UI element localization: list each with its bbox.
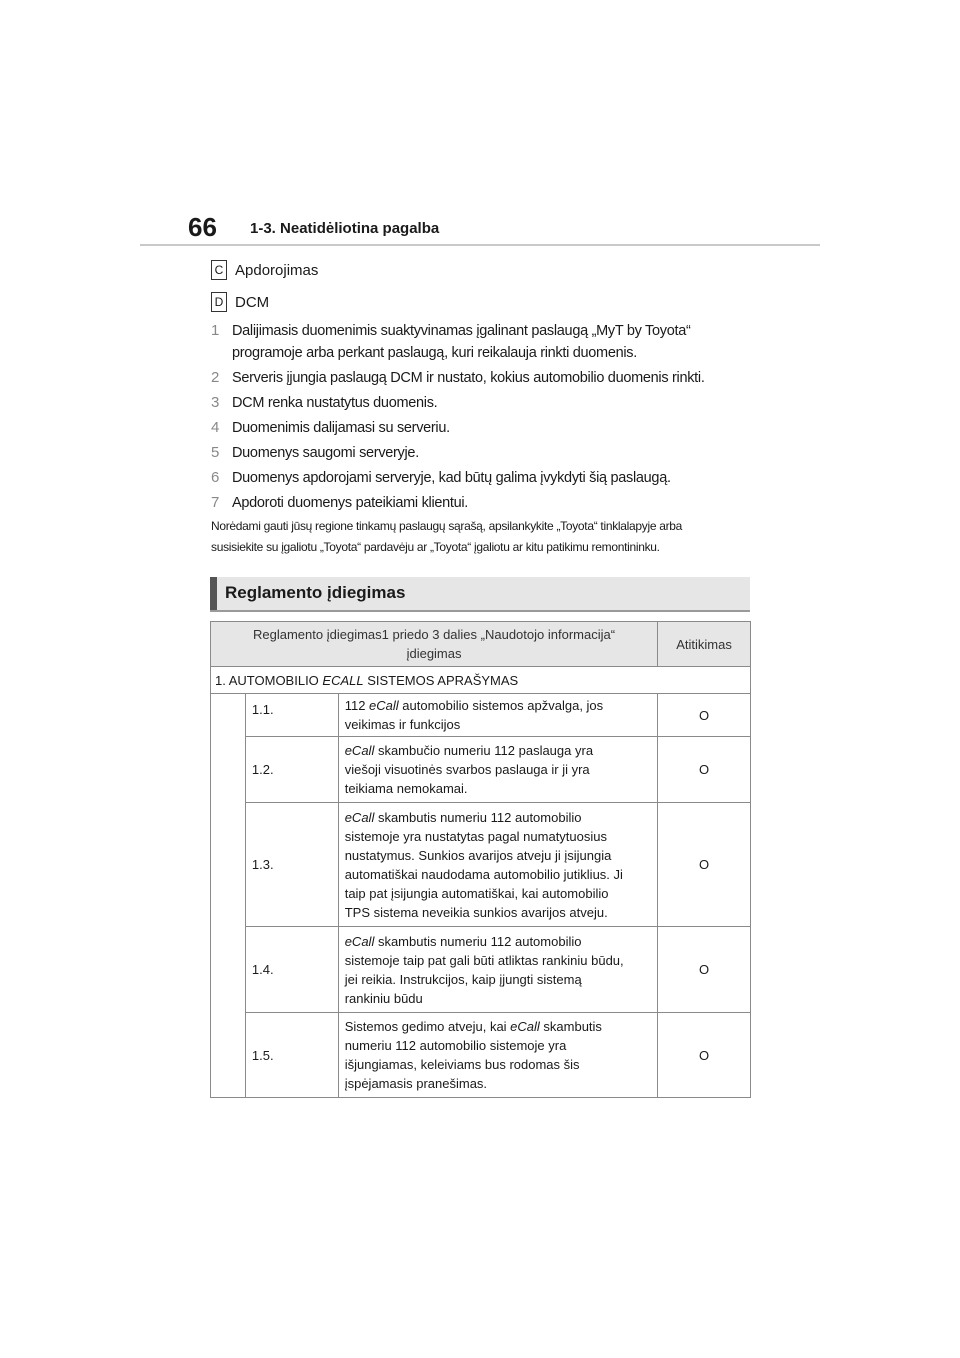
- desc-text: veikimas ir funkcijos: [344, 717, 461, 732]
- step-number: 7: [211, 494, 220, 511]
- desc-text: sistemoje yra nustatytas pagal numatytuosius: [344, 828, 608, 844]
- page-number: 66: [188, 212, 217, 242]
- step-text: Duomenys apdorojami serveryje, kad būtų galima įvykdyti šią paslaugą.: [232, 470, 671, 486]
- desc-text: išjungiamas, keleiviams bus rodomas šis: [344, 1057, 580, 1072]
- desc-text: taip pat įsijungia automatiškai, kai automobilio: [344, 885, 609, 901]
- desc-text: skambučio numeriu 112 paslauga yra: [374, 743, 594, 758]
- desc-text: TPS sistema neveikia sunkios avarijos atveju.: [344, 904, 608, 920]
- section-row-text: 1. AUTOMOBILIO: [215, 672, 323, 688]
- desc-text: numeriu 112 automobilio sistemoje yra: [344, 1038, 567, 1053]
- table-code: 1.3.: [245, 803, 338, 927]
- table-row: [211, 737, 751, 803]
- desc-italic: eCall: [344, 743, 375, 758]
- step-text-line: programoje arba perkant paslaugą, kuri reikalauja rinkti duomenis.: [232, 345, 637, 361]
- step-text: Apdoroti duomenys pateikiami klientui.: [232, 495, 469, 511]
- table-row: [211, 927, 751, 1013]
- desc-text: rankiniu būdu: [344, 990, 423, 1006]
- desc-text: įspėjamasis pranešimas.: [344, 1076, 488, 1091]
- section-title-banner: [210, 577, 750, 612]
- section-title-accent: [210, 577, 217, 610]
- table-code: 1.4.: [245, 927, 338, 1013]
- desc-text: nustatymus. Sunkios avarijos atveju ji įsijungia: [344, 847, 612, 863]
- step-text: Duomenys saugomi serveryje.: [232, 445, 419, 461]
- table-row: [211, 1013, 751, 1098]
- step-item: [211, 417, 751, 439]
- step-number: 5: [211, 444, 220, 461]
- table-status: O: [658, 737, 751, 803]
- table-status: O: [658, 1013, 751, 1098]
- table-description: [338, 694, 657, 737]
- desc-text: viešoji visuotinės svarbos paslauga ir ji yra: [344, 762, 590, 777]
- table-description: [338, 737, 657, 803]
- table-header-row: [211, 622, 751, 667]
- label-c-row: [211, 260, 318, 280]
- header-line: įdiegimas: [406, 646, 462, 661]
- step-item: [211, 467, 751, 489]
- section-row-text: SISTEMOS APRAŠYMAS: [363, 672, 519, 688]
- label-c-box: C: [211, 260, 227, 280]
- desc-text: automatiškai naudodama automobilio jutiklius. Ji: [344, 866, 623, 882]
- step-text: Duomenimis dalijamasi su serveriu.: [232, 420, 450, 436]
- steps-list: [211, 320, 751, 517]
- desc-text: Sistemos gedimo atveju, kai: [344, 1019, 511, 1034]
- desc-text: automobilio sistemos apžvalga, jos: [398, 698, 604, 713]
- label-d-box: D: [211, 292, 227, 312]
- label-d-text: DCM: [235, 293, 270, 311]
- desc-italic: eCall: [369, 698, 399, 713]
- step-number: 4: [211, 419, 220, 436]
- label-c-text: Apdorojimas: [235, 261, 319, 279]
- step-item: [211, 392, 751, 414]
- step-item: [211, 367, 751, 389]
- note-text: [211, 516, 756, 558]
- step-text: [232, 320, 751, 364]
- table-status: O: [658, 694, 751, 737]
- step-text: DCM renka nustatytus duomenis.: [232, 395, 438, 411]
- step-number: 1: [211, 322, 220, 339]
- table-code: 1.5.: [245, 1013, 338, 1098]
- desc-text: 112: [344, 698, 370, 713]
- table-section-row: [211, 667, 751, 694]
- regulation-table: [210, 621, 751, 1098]
- chapter-header: 1-3. Neatidėliotina pagalba: [250, 220, 440, 237]
- step-number: 2: [211, 369, 220, 386]
- note-line: Norėdami gauti jūsų regione tinkamų paslaugų sąrašą, apsilankykite „Toyota“ tinklalapyje arba: [211, 519, 683, 533]
- desc-italic: eCall: [344, 933, 375, 949]
- step-item: [211, 492, 751, 514]
- step-number: 6: [211, 469, 220, 486]
- desc-text: skambutis numeriu 112 automobilio: [374, 809, 582, 825]
- table-section-title: [211, 667, 751, 694]
- step-item: [211, 442, 751, 464]
- desc-text: skambutis numeriu 112 automobilio: [374, 933, 582, 949]
- section-row-italic: ECALL: [322, 672, 364, 688]
- table-code: 1.1.: [245, 694, 338, 737]
- table-status: O: [658, 927, 751, 1013]
- table-code: 1.2.: [245, 737, 338, 803]
- desc-text: skambutis: [539, 1019, 602, 1034]
- desc-text: jei reikia. Instrukcijos, kaip įjungti sistemą: [344, 971, 582, 987]
- table-row: [211, 694, 751, 737]
- table-header-compliance: Atitikimas: [658, 622, 751, 667]
- step-text-line: Dalijimasis duomenimis suaktyvinamas įgalinant paslaugą „MyT by Toyota“: [232, 323, 691, 339]
- table-description: [338, 927, 657, 1013]
- desc-text: teikiama nemokamai.: [344, 781, 468, 796]
- table-indent-cell: [211, 694, 246, 1098]
- table-status: O: [658, 803, 751, 927]
- step-text: Serveris įjungia paslaugą DCM ir nustato, kokius automobilio duomenis rinkti.: [232, 370, 705, 386]
- step-item: [211, 320, 751, 364]
- header-line: Reglamento įdiegimas1 priedo 3 dalies „Naudotojo informacija“: [253, 627, 616, 642]
- desc-italic: eCall: [510, 1019, 540, 1034]
- label-d-row: [211, 292, 269, 312]
- table-header-requirement: [211, 622, 658, 667]
- section-title: Reglamento įdiegimas: [225, 583, 406, 602]
- desc-italic: eCall: [344, 809, 375, 825]
- table-description: [338, 803, 657, 927]
- table-description: [338, 1013, 657, 1098]
- note-line: susisiekite su įgaliotu „Toyota“ pardavėju ar „Toyota“ įgaliotu ar kitu patikimu remontininku.: [211, 540, 660, 554]
- table-row: [211, 803, 751, 927]
- desc-text: sistemoje taip pat gali būti atliktas rankiniu būdu,: [344, 952, 624, 968]
- step-number: 3: [211, 394, 220, 411]
- header-divider: [140, 244, 820, 246]
